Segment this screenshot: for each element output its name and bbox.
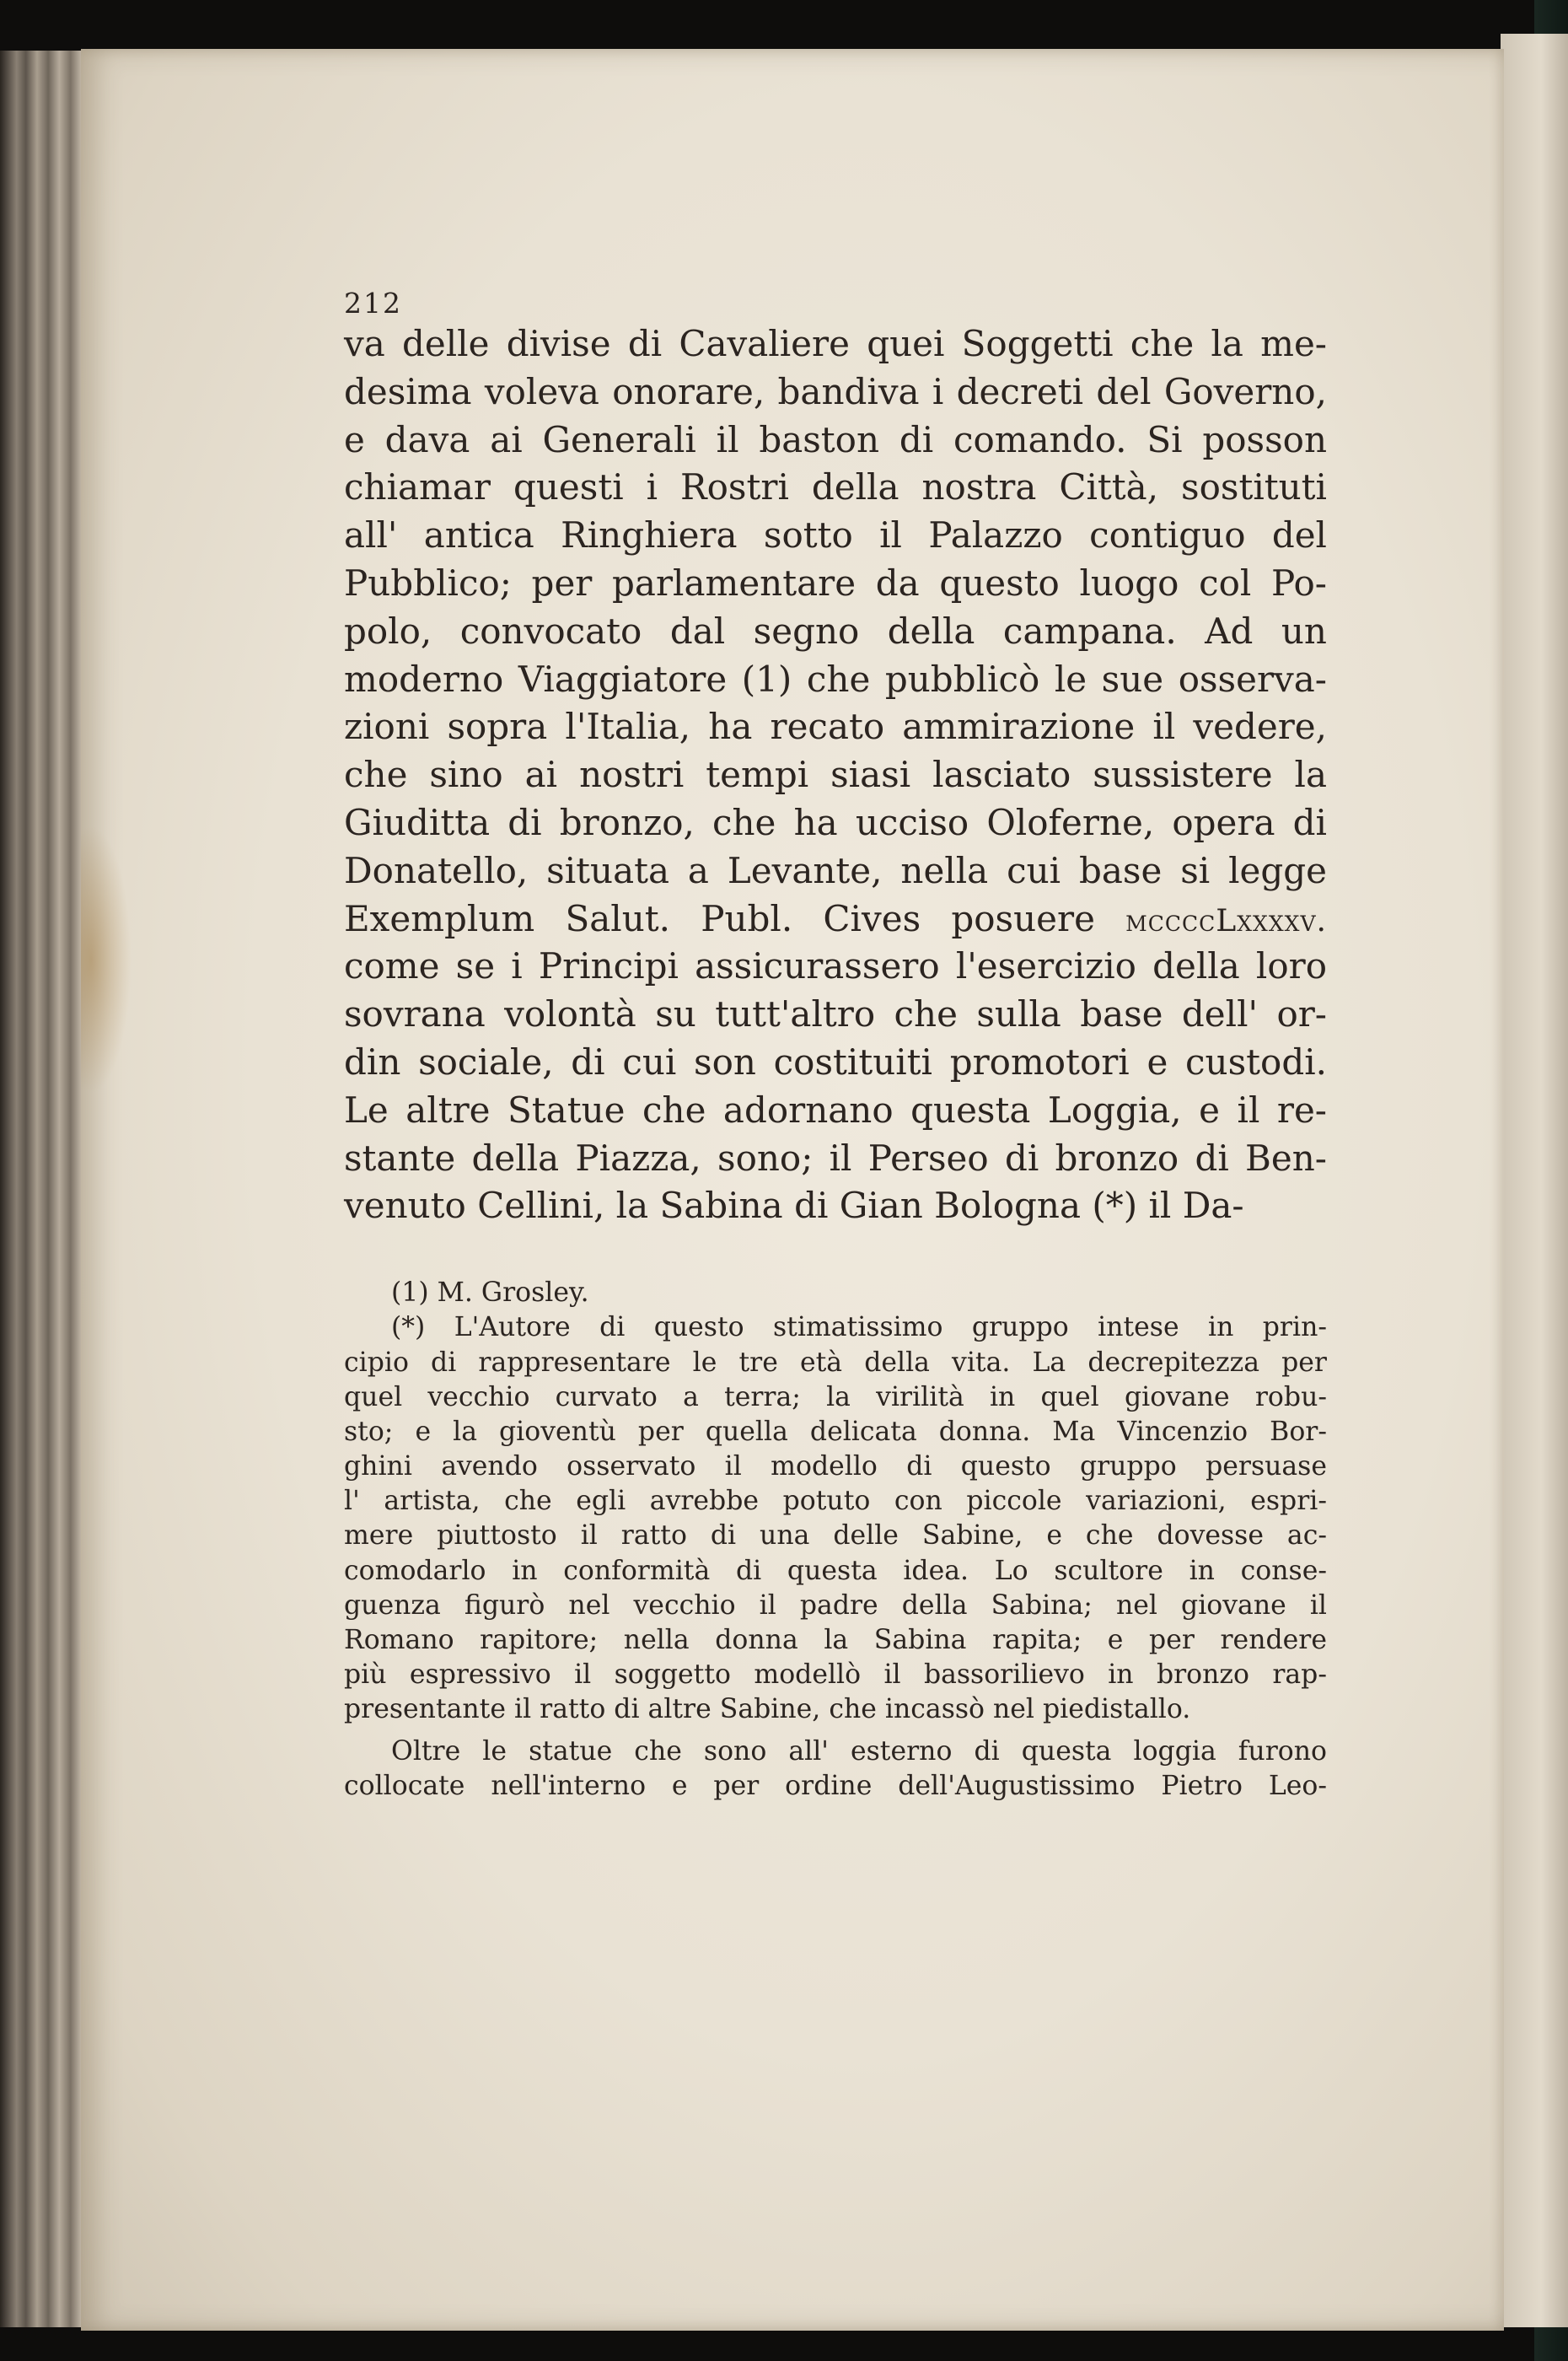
footnote-line: l' artista, che egli avrebbe potuto con piccole variazioni, espri- <box>344 1486 1327 1517</box>
footnote-line: ghini avendo osservato il modello di questo gruppo persuase <box>344 1451 1327 1482</box>
text-line: moderno Viaggiatore (1) che pubblicò le sue osserva- <box>344 658 1327 700</box>
text-line: Donatello, situata a Levante, nella cui base si legge <box>344 849 1327 891</box>
footnote-line: guenza figurò nel vecchio il padre della Sabina; nel giovane il <box>344 1589 1327 1621</box>
footnote-line: quel vecchio curvato a terra; la virilità in quel giovane robu- <box>344 1381 1327 1412</box>
text-line: polo, convocato dal segno della campana. Ad un <box>344 610 1327 652</box>
text-line: come se i Principi assicurassero l'esercizio della loro <box>344 945 1327 987</box>
text-line: chiamar questi i Rostri della nostra Città, sostituti <box>344 466 1327 508</box>
text-line: che sino ai nostri tempi siasi lasciato sussistere la <box>344 754 1327 796</box>
footnote-line: sto; e la gioventù per quella delicata donna. Ma Vincenzio Bor- <box>344 1416 1327 1447</box>
footnote-line: mere piuttosto il ratto di una delle Sabine, e che dovesse ac- <box>344 1520 1327 1552</box>
footnote-line: Oltre le statue che sono all' esterno di questa loggia furono <box>391 1735 1327 1767</box>
text-line: all' antica Ringhiera sotto il Palazzo contiguo del <box>344 514 1327 557</box>
footnote-line: cipio di rappresentare le tre età della vita. La decrepitezza per <box>344 1347 1327 1378</box>
page-number: 212 <box>344 287 402 320</box>
text-line: zioni sopra l'Italia, ha recato ammirazione il vedere, <box>344 706 1327 748</box>
inscription-line <box>344 895 1327 944</box>
footnote-line: collocate nell'interno e per ordine dell'Augustissimo Pietro Leo- <box>344 1770 1327 1801</box>
page-stain <box>81 825 132 1094</box>
footnote-line: Romano rapitore; nella donna la Sabina rapita; e per rendere <box>344 1625 1327 1656</box>
footnote-line: presentante il ratto di altre Sabine, che incassò nel piedistallo. <box>344 1694 1191 1725</box>
text-line: va delle divise di Cavaliere quei Soggetti che la me- <box>344 323 1327 364</box>
main-text <box>344 320 1327 1230</box>
text-line: Giuditta di bronzo, che ha ucciso Oloferne, opera di <box>344 801 1327 843</box>
text-line: Le altre Statue che adornano questa Loggia, e il re- <box>344 1089 1327 1131</box>
footnote-line: più espressivo il soggetto modellò il bassorilievo in bronzo rap- <box>344 1659 1327 1691</box>
text-line: venuto Cellini, la Sabina di Gian Bologna (*) il Da- <box>344 1185 1244 1227</box>
text-line: desima voleva onorare, bandiva i decreti del Governo, <box>344 370 1327 412</box>
footnotes <box>344 1276 1327 1804</box>
text-line: Pubblico; per parlamentare da questo luogo col Po- <box>344 562 1327 604</box>
page-stack-edges <box>0 51 93 2327</box>
text-line: stante della Piazza, sono; il Perseo di bronzo di Ben- <box>344 1137 1327 1179</box>
page-text-block <box>344 287 1327 1804</box>
footnote-line: (*) L'Autore di questo stimatissimo gruppo intese in prin- <box>391 1312 1327 1343</box>
footnote-line: comodarlo in conformità di questa idea. Lo scultore in conse- <box>344 1555 1327 1586</box>
roman-date: mccccLxxxxv. <box>1125 901 1327 938</box>
text-line: din sociale, di cui son costituiti promotori e custodi. <box>344 1041 1327 1083</box>
inscription-text: Exemplum Salut. Publ. Cives posuere <box>344 897 1095 939</box>
facing-page-edge <box>1501 34 1568 2327</box>
text-line: e dava ai Generali il baston di comando. Si posson <box>344 418 1327 460</box>
footnote-1: (1) M. Grosley. <box>391 1277 589 1309</box>
text-line: sovrana volontà su tutt'altro che sulla base dell' or- <box>344 993 1327 1035</box>
